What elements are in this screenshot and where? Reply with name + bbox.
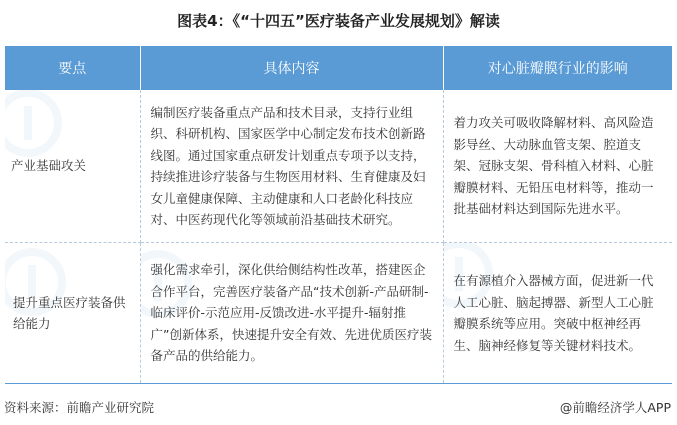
row-impact-cell [443,90,672,243]
row-key-cell [5,90,140,243]
column-header-impact: 对心脏瓣膜行业的影响 [443,46,672,90]
row-impact-text: 着力攻关可吸收降解材料、高风险造影导丝、大动脉血管支架、腔道支架、冠脉支架、骨科植入材料、心脏瓣膜材料、无铅压电材料等，推动一批基础材料达到国际先进水平。 [453,115,654,217]
row-key-text: 提升重点医疗装备供给能力 [13,294,126,331]
row-impact-text: 在有源植介入器械方面，促进新一代人工心脏、脑起搏器、新型人工心脏瓣膜系统等应用。突破中枢神经再生、脑神经修复等关键材料技术。 [453,273,654,353]
column-header-key: 要点 [5,46,140,90]
column-header-content: 具体内容 [140,46,443,90]
source-note: 资料来源：前瞻产业研究院 [4,400,155,415]
row-key-cell [5,243,140,384]
row-impact-cell [443,243,672,384]
table-row [5,243,672,384]
row-content-text: 编制医疗装备重点产品和技术目录，支持行业组织、科研机构、国家医学中心制定发布技术创新路线图。通过国家重点研发计划重点专项予以支持，持续推进诊疗装备与生物医用材料、生育健康及妇女儿童健康保障、主动健康和人口老龄化科技应对、中医药现代化等领域前沿基础技术研究。 [150,104,426,227]
table-header-row [5,46,672,90]
brand-credit: @前瞻经济学人APP [559,400,671,415]
row-key-text: 产业基础攻关 [11,158,87,174]
watermark-logo-icon [5,90,65,160]
row-content-text: 强化需求牵引，深化供给侧结构性改革，搭建医企合作平台，完善医疗装备产品“技术创新-产品研制-临床评价-示范应用-反馈改进-水平提升-辐射推广”创新体系，快速提升安全有效、先进优质医疗装备产品的供给能力。 [150,262,432,364]
row-content-cell [140,243,443,384]
chart-title: 图表4：《“十四五”医疗装备产业发展规划》解读 [177,12,500,30]
policy-table [5,46,672,384]
table-row [5,90,672,243]
row-content-cell [140,90,443,243]
